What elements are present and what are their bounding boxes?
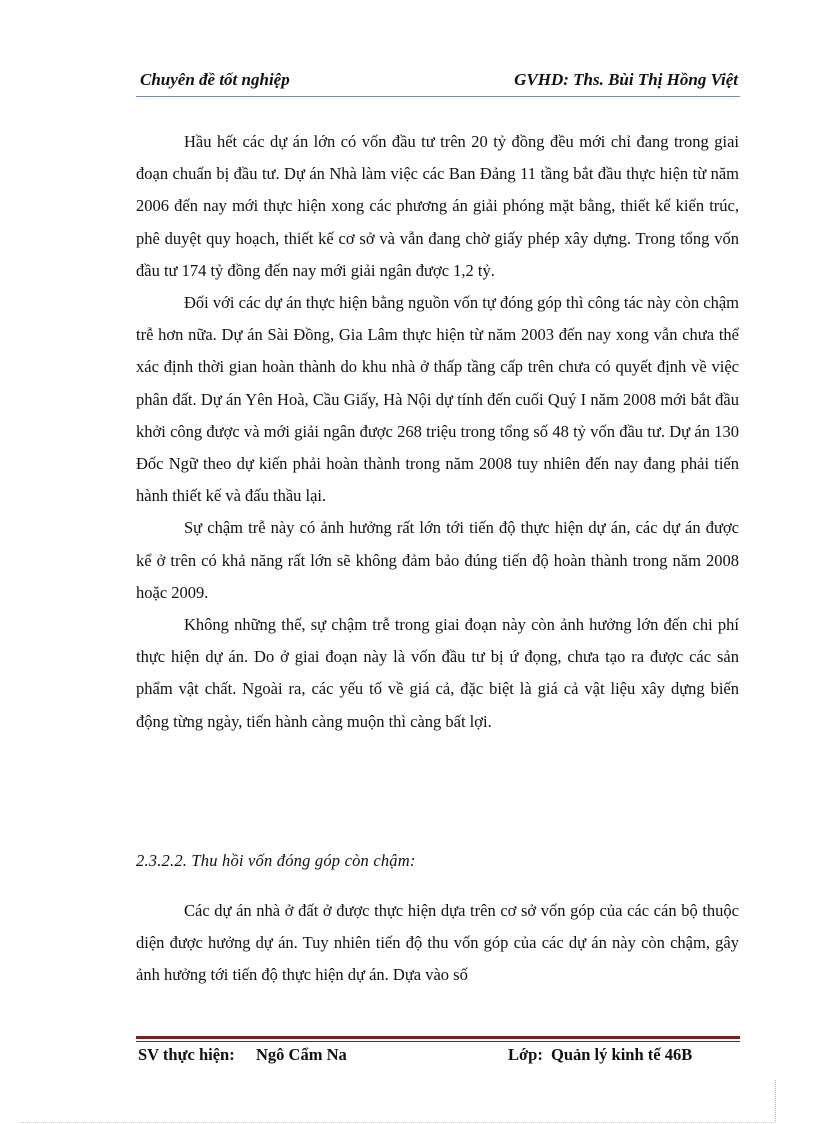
header-divider [136,96,740,97]
paragraph: Không những thế, sự chậm trễ trong giai đoạn này còn ảnh hưởng lớn đến chi phí thực hiện dự án. Do ở giai đoạn này là vốn đầu tư bị ứ đọng, chưa tạo ra được các sản phẩm vật chất. Ngoài ra, các yếu tố về giá cả, đặc biệt là giá cả vật liệu xây dựng biến động từng ngày, tiến hành càng muộn thì càng bất lợi. [136,615,739,731]
footer-divider-thin [136,1041,740,1042]
paragraph: Đối với các dự án thực hiện bằng nguồn vốn tự đóng góp thì công tác này còn chậm trễ hơn nữa. Dự án Sài Đồng, Gia Lâm thực hiện từ năm 2003 đến nay xong vẫn chưa thể xác định thời gian hoàn thành do khu nhà ở thấp tầng cấp trên chưa có quyết định về việc phân đất. Dự án Yên Hoà, Cầu Giấy, Hà Nội dự tính đến cuối Quý I năm 2008 mới bắt đầu khởi công được và mới giải ngân được 268 triệu trong tổng số 48 tỷ vốn đầu tư. Dự án 130 Đốc Ngữ theo dự kiến phải hoàn thành trong năm 2008 tuy nhiên đến nay đang phải tiến hành thiết kế và đấu thầu lại. [136,293,739,506]
page-margin-marker [775,1080,777,1123]
page-footer [136,1045,740,1069]
document-body [136,126,739,738]
paragraph: Các dự án nhà ở đất ở được thực hiện dựa trên cơ sở vốn góp của các cán bộ thuộc diện được hưởng dự án. Tuy nhiên tiến độ thu vốn góp của các dự án này còn chậm, gây ảnh hưởng tới tiến độ thực hiện dự án. Dựa vào số [136,901,739,985]
footer-class-label: Lớp: [508,1045,543,1064]
footer-divider-thick [136,1036,740,1039]
footer-student-name: Ngô Cẩm Na [256,1045,347,1064]
footer-student-label: SV thực hiện: [138,1045,235,1064]
page-header [136,70,740,94]
header-supervisor: GVHD: Ths. Bùi Thị Hồng Việt [514,70,738,89]
header-document-type: Chuyên đề tốt nghiệp [140,70,290,89]
section-heading: 2.3.2.2. Thu hồi vốn đóng góp còn chậm: [136,851,416,870]
paragraph: Sự chậm trễ này có ảnh hưởng rất lớn tới tiến độ thực hiện dự án, các dự án được kể ở trên có khả năng rất lớn sẽ không đảm bảo đúng tiến độ hoàn thành trong năm 2008 hoặc 2009. [136,518,739,602]
footer-class-value: Quản lý kinh tế 46B [551,1045,693,1064]
paragraph: Hầu hết các dự án lớn có vốn đầu tư trên 20 tỷ đồng đều mới chỉ đang trong giai đoạn chuẩn bị đầu tư. Dự án Nhà làm việc các Ban Đảng 11 tầng bắt đầu thực hiện từ năm 2006 đến nay mới thực hiện xong các phương án giải phóng mặt bằng, thiết kế kiến trúc, phê duyệt quy hoạch, thiết kế cơ sở và vẫn đang chờ giấy phép xây dựng. Trong tổng vốn đầu tư 174 tỷ đồng đến nay mới giải ngân được 1,2 tỷ. [136,132,739,280]
document-body-continued [136,895,739,992]
